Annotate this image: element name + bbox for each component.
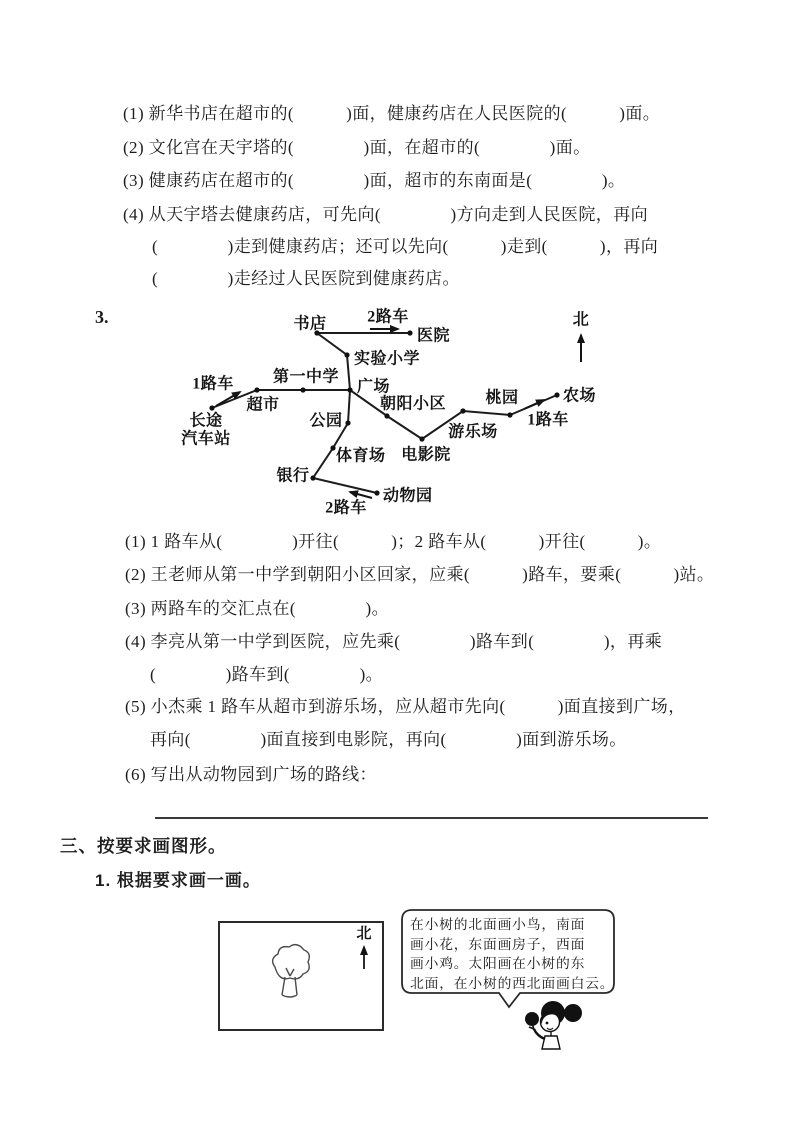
question-line-q2-4b: ( )走到健康药店；还可以先向( )走到( )，再向 [152,237,659,256]
question-line-q3-2: (2) 王老师从第一中学到朝阳小区回家，应乘( )路车，要乘( )站。 [125,565,715,584]
map-label-stadium: 体育场 [336,447,386,465]
question-line-q3-3: (3) 两路车的交汇点在( )。 [125,599,389,618]
station-dot [460,408,465,413]
station-dot [507,412,512,417]
station-dot [344,352,349,357]
girl-eye [546,1022,549,1025]
map-label-zoo: 动物园 [383,487,433,505]
route-map-svg [140,305,610,520]
map-label-experimental-school: 实验小学 [354,350,421,368]
station-dot [347,387,352,392]
map-label-route1-right: 1路车 [527,411,569,429]
map-label-coach-station-1: 长途 [189,412,223,430]
question-line-q3-1: (1) 1 路车从( )开往( )；2 路车从( )开往( )。 [125,532,662,551]
station-dot [209,405,214,410]
question-line-q3-6: (6) 写出从动物园到广场的路线： [125,765,377,784]
section-three-item1: 1. 根据要求画一画。 [95,871,261,890]
box-north-label: 北 [356,926,372,942]
question-line-q3-5: (5) 小杰乘 1 路车从超市到游乐场，应从超市先向( )面直接到广场， [125,697,686,716]
map-label-supermarket: 超市 [246,396,280,414]
map-label-first-middle-school: 第一中学 [272,368,340,386]
question-line-q3-5b: 再向( )面直接到电影院，再向( )面到游乐场。 [150,730,627,749]
station-dot [330,445,335,450]
question-3-number: 3. [95,307,109,327]
girl-mascot [520,997,586,1051]
station-dot [310,475,315,480]
station-dot [419,436,424,441]
tree-icon [273,945,310,997]
map-label-funfair: 游乐场 [448,423,498,441]
girl-arm [534,1029,545,1039]
girl-pigtail-right [564,1004,582,1022]
route-map [140,305,610,520]
station-dot [384,413,389,418]
station-dot [300,387,305,392]
drawing-box-svg [220,923,380,1025]
map-label-hospital: 医院 [417,327,451,345]
station-dot [374,490,379,495]
drawing-box [218,921,384,1031]
map-label-coach-station-2: 汽车站 [181,430,231,448]
question-line-q3-4b: ( )路车到( )。 [150,665,384,684]
station-dot [554,392,559,397]
bubble-line: 在小树的北面画小鸟，南面 [410,917,586,932]
map-label-plaza: 广场 [357,378,391,396]
question-line-q2-1: (1) 新华书店在超市的( )面，健康药店在人民医院的( )面。 [123,104,661,123]
map-label-bank: 银行 [276,467,310,485]
section-divider [155,817,708,819]
map-label-bookstore: 书店 [293,315,327,333]
route2-direction-arrow2-icon [350,492,372,498]
question-line-q2-4c: ( )走经过人民医院到健康药店。 [152,269,460,288]
question-line-q2-4: (4) 从天宇塔去健康药店，可先向( )方向走到人民医院，再向 [123,205,648,224]
question-line-q2-3: (3) 健康药店在超市的( )面，超市的东南面是( )。 [123,171,626,190]
map-label-farm: 农场 [563,387,597,405]
bubble-line: 画小鸡。太阳画在小树的东 [410,956,586,972]
question-line-q3-4: (4) 李亮从第一中学到医院，应先乘( )路车到( )，再乘 [125,632,663,651]
map-label-route1-left: 1路车 [192,375,234,393]
bubble-line: 北面，在小树的西北面画白云。 [410,975,615,991]
map-label-peach-garden: 桃园 [485,389,519,407]
route1-direction-arrow2-icon [524,400,544,409]
map-label-chaoyang-area: 朝阳小区 [380,395,447,413]
map-north-label: 北 [572,311,590,329]
question-line-q2-2: (2) 文化宫在天宇塔的( )面，在超市的( )面。 [123,138,591,157]
map-label-park: 公园 [309,412,343,430]
section-three-heading: 三、按要求画图形。 [60,836,227,856]
map-label-cinema: 电影院 [401,446,451,464]
map-label-route2-top: 2路车 [367,308,409,326]
speech-bubble-text [410,915,615,993]
station-dot [345,420,350,425]
bubble-line: 画小花，东面画房子，西面 [410,936,586,952]
map-label-route2-bottom: 2路车 [325,499,367,517]
station-dot [254,387,259,392]
girl-pigtail-left [525,1012,539,1026]
station-dot [407,330,412,335]
